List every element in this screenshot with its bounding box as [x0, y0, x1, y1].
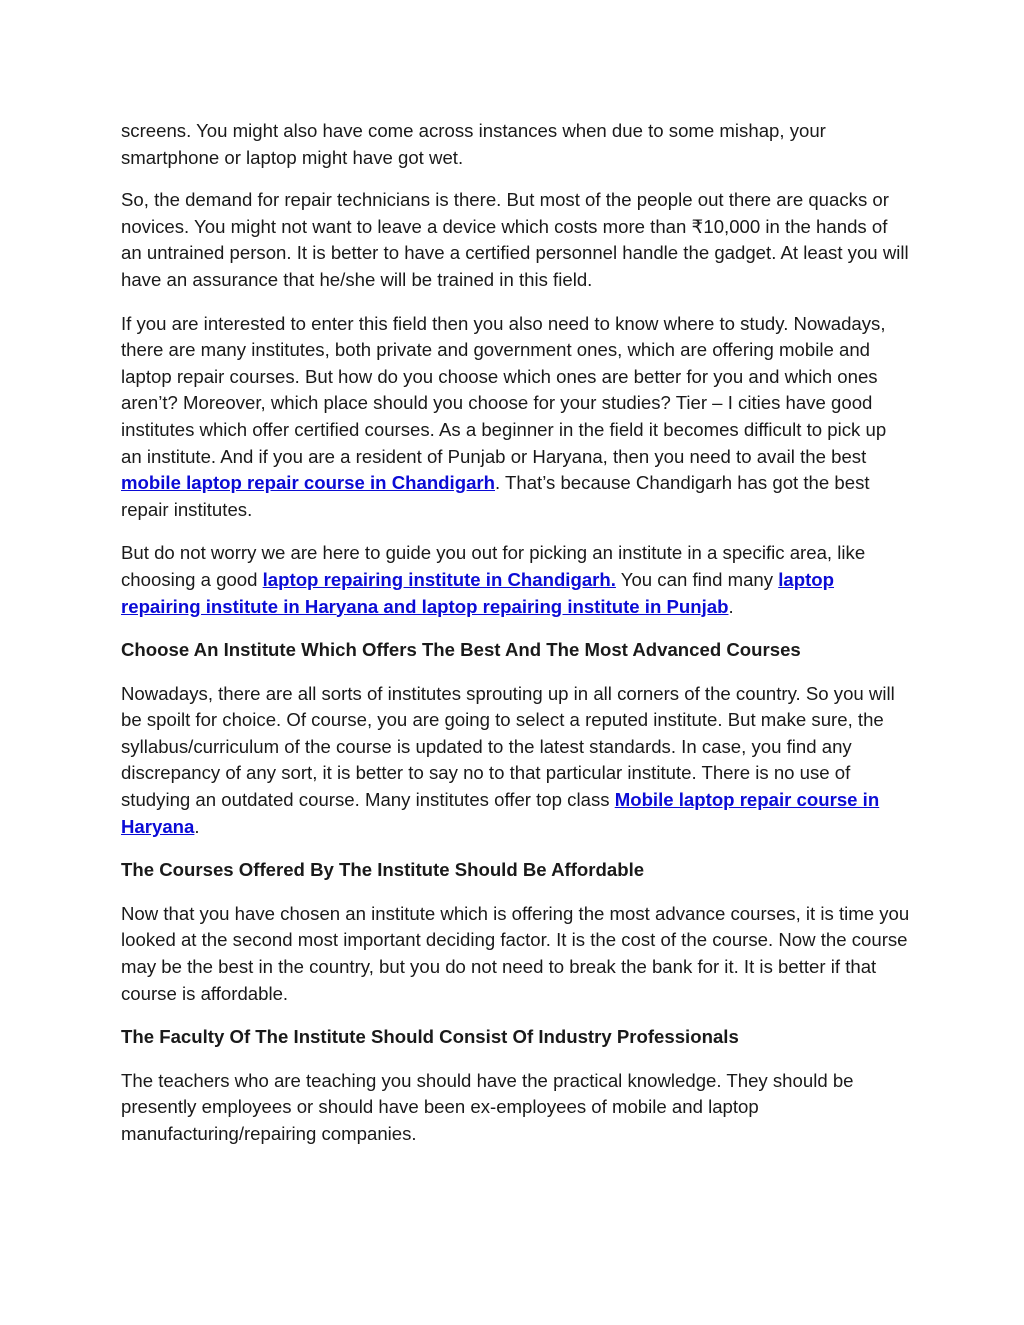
- paragraph-text: You can find many: [615, 568, 779, 590]
- link-mobile-laptop-repair-course-haryana[interactable]: Mobile laptop repair course in Haryana: [121, 789, 880, 837]
- link-mobile-laptop-repair-course-chandigarh[interactable]: mobile laptop repair course in Chandigarh: [121, 472, 495, 494]
- heading-advanced-courses: Choose An Institute Which Offers The Best And The Most Advanced Courses: [121, 639, 801, 661]
- paragraph-demand: So, the demand for repair technicians is there. But most of the people out there are quacks or novices. You might not want to leave a device which costs more than ₹10,000 in the hands of an untrained person. It is better to have a certified personnel handle the gadget. At least you will have an assurance that he/she will be trained in this field.: [121, 189, 909, 290]
- heading-faculty: The Faculty Of The Institute Should Consist Of Industry Professionals: [121, 1026, 739, 1048]
- link-laptop-repairing-institute-haryana-punjab[interactable]: laptop repairing institute in Haryana and laptop repairing institute in Punjab: [121, 568, 835, 617]
- document-page: [121, 118, 911, 1165]
- paragraph-text: But do not worry we are here to guide you out for picking an institute in a specific area, like choosing a good: [121, 542, 866, 590]
- paragraph-cost: Now that you have chosen an institute which is offering the most advance courses, it is time you looked at the second most important deciding factor. It is the cost of the course. Now the course may be the best in the country, but you do not need to break the bank for it. It is better if that course is affordable.: [121, 902, 910, 1004]
- paragraph-text: Nowadays, there are all sorts of institutes sprouting up in all corners of the country. So you will be spoilt for choice. Of course, you are going to select a reputed institute. But make sure, the syllabus/curriculum of the course is updated to the latest standards. In case, you find any discrepancy of any sort, it is better to say no to that particular institute. There is no use of studying an outdated course. Many institutes offer top class: [121, 682, 895, 811]
- paragraph-screens: screens. You might also have come across instances when due to some mishap, your smartphone or laptop might have got wet.: [121, 120, 826, 168]
- paragraph-text: . That’s because Chandigarh has got the best repair institutes.: [121, 472, 870, 520]
- link-laptop-repairing-institute-chandigarh[interactable]: laptop repairing institute in Chandigarh.: [262, 568, 616, 590]
- paragraph-text: .: [728, 595, 734, 617]
- paragraph-institutes: [121, 681, 911, 841]
- paragraph-where-to-study: [121, 311, 911, 524]
- heading-affordable: The Courses Offered By The Institute Should Be Affordable: [121, 859, 645, 881]
- paragraph-text: .: [194, 815, 200, 837]
- paragraph-teachers: The teachers who are teaching you should have the practical knowledge. They should be presently employees or should have been ex-employees of mobile and laptop manufacturing/repairing companies.: [121, 1069, 854, 1144]
- paragraph-guide: [121, 540, 911, 620]
- paragraph-text: If you are interested to enter this field then you also need to know where to study. Nowadays, there are many institutes, both private and government ones, which are offering mobile and laptop repair courses. But how do you choose which ones are better for you and which ones aren’t? Moreover, which place should you choose for your studies? Tier – I cities have good institutes which offer certified courses. As a beginner in the field it becomes difficult to pick up an institute. And if you are a resident of Punjab or Haryana, then you need to avail the best: [121, 312, 887, 467]
